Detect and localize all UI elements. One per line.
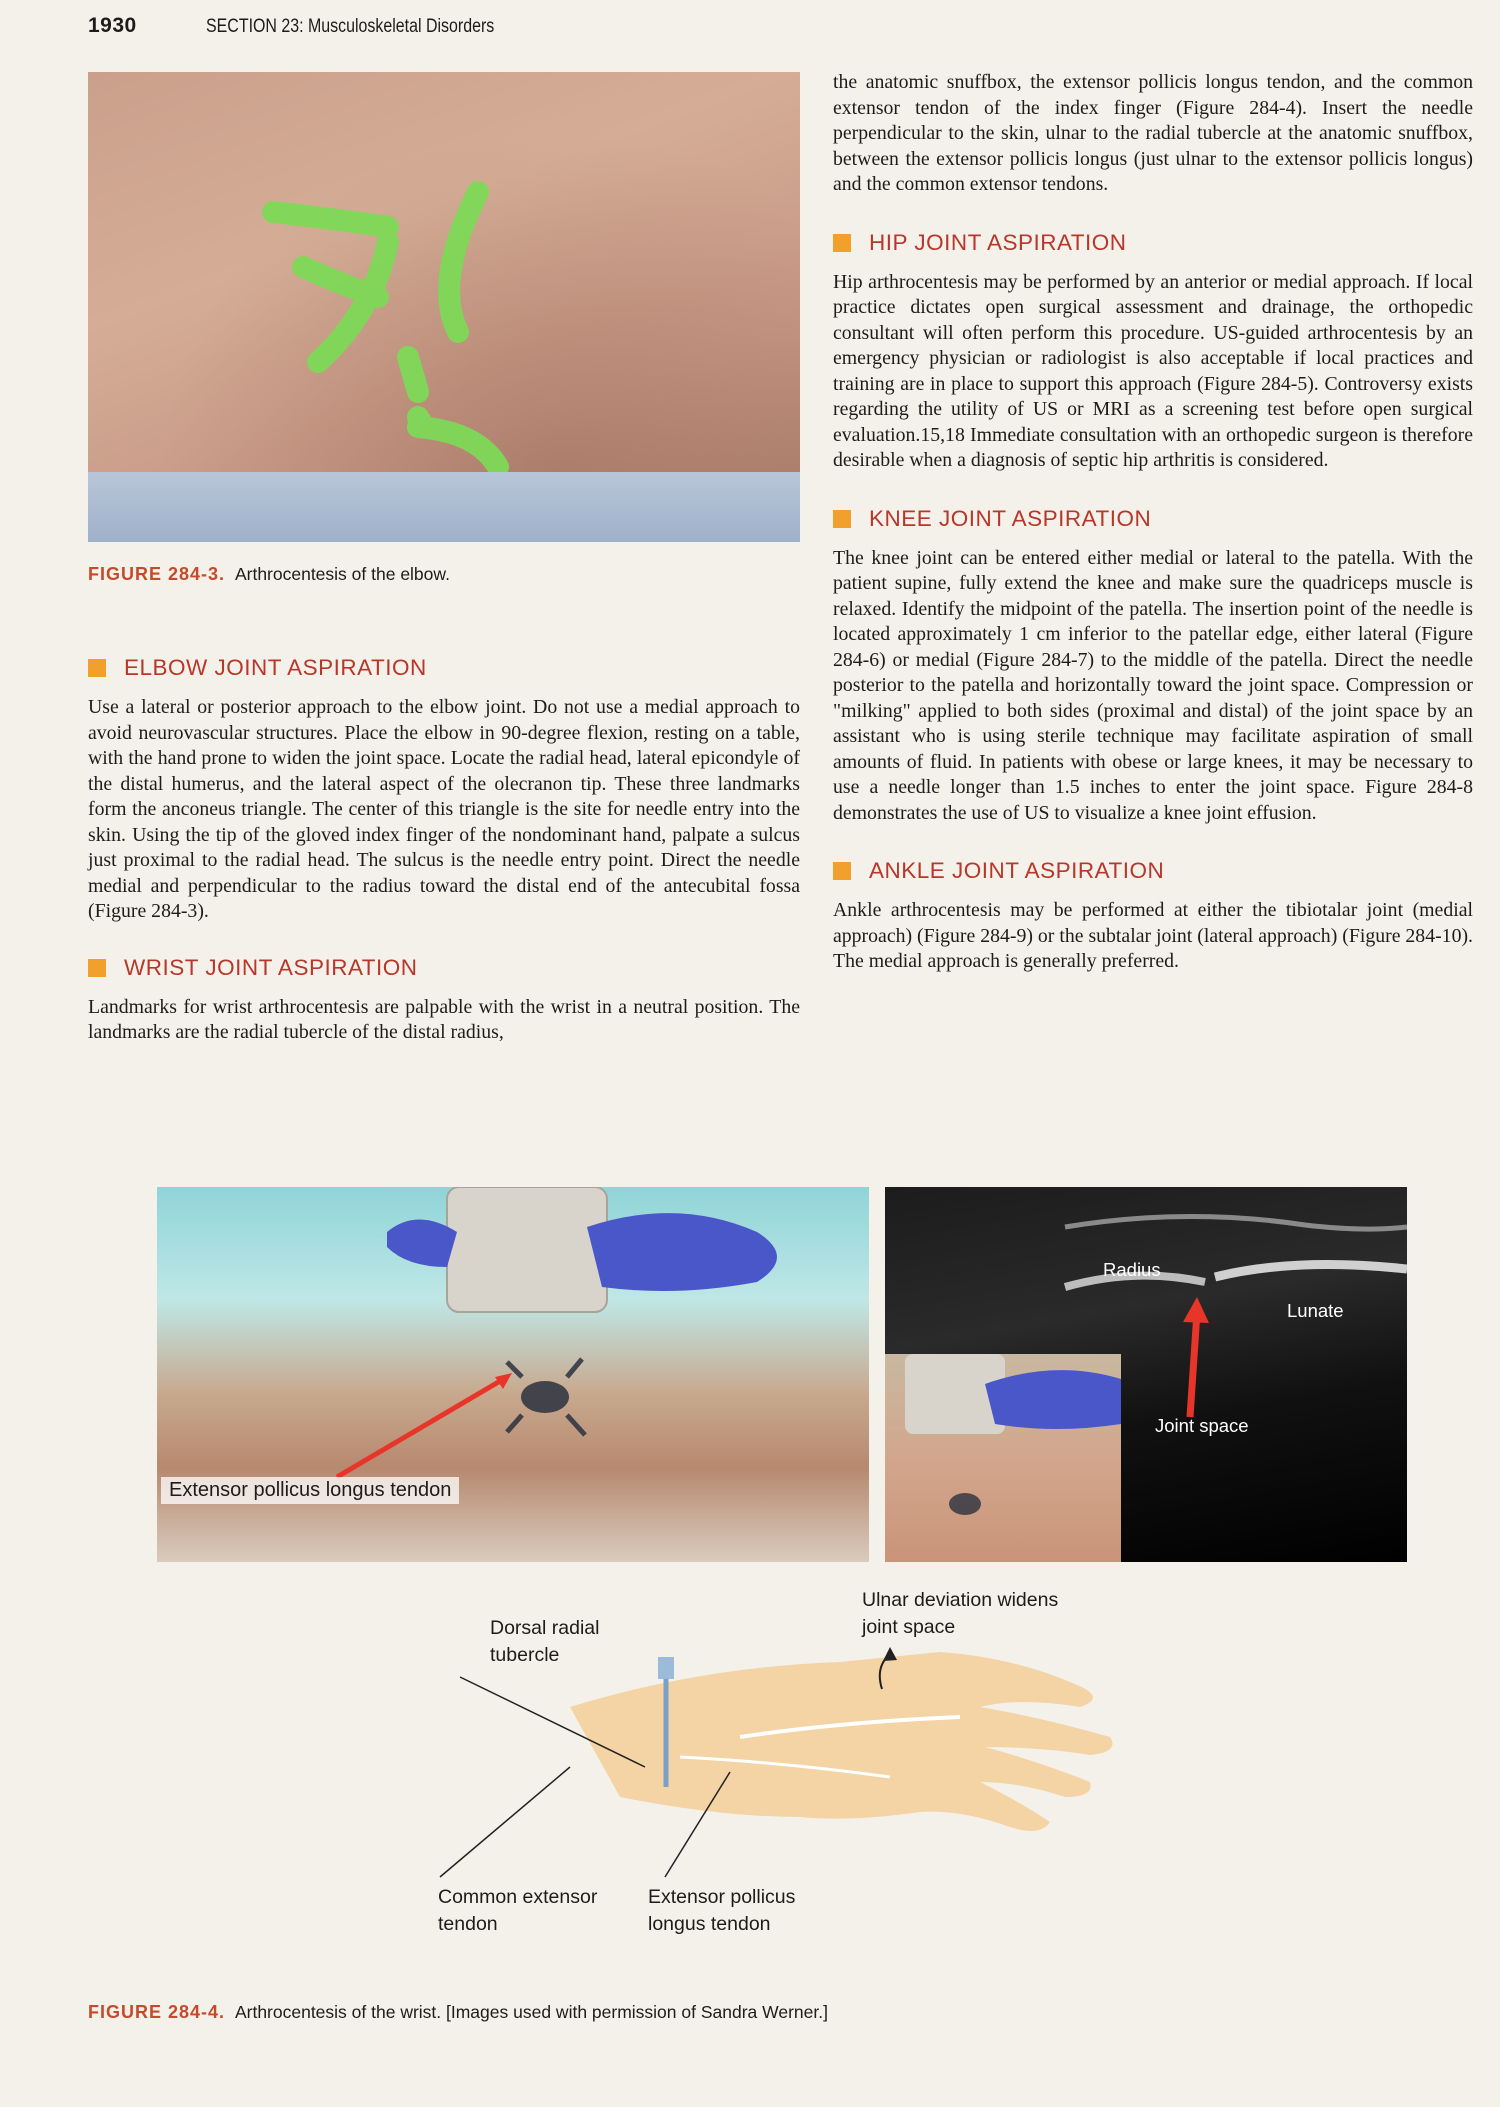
ankle-title-text: ANKLE JOINT ASPIRATION	[869, 858, 1165, 883]
wrist-title-text: WRIST JOINT ASPIRATION	[124, 954, 418, 980]
wrist-section-title	[88, 955, 800, 981]
label-dorsal-radial-tubercle: Dorsal radial tubercle	[490, 1617, 600, 1666]
ultrasound-image	[885, 1187, 1407, 1562]
ankle-body: Ankle arthrocentesis may be performed at either the tibiotalar joint (medial approach) (Figure 284-9) or the subtalar joint (lateral approach) (Figure 284-10). The medial approach is generally preferred.	[833, 899, 1473, 972]
wrist-continued-body: the anatomic snuffbox, the extensor pollicis longus tendon, and the common extensor tendon of the index finger (Figure 284-4). Insert the needle perpendicular to the skin, ulnar to the radial tubercle at the anatomic snuffbox, between the extensor pollicis longus (just ulnar to the extensor pollicis longus) and the common extensor tendons.	[833, 71, 1473, 195]
hand-shape	[570, 1652, 1113, 1831]
figure-4-caption	[88, 2002, 1088, 2023]
section-bullet-icon	[833, 234, 851, 252]
arrowhead	[1183, 1297, 1209, 1323]
elbow-photo	[88, 72, 800, 542]
page-header	[88, 12, 1448, 46]
page-number: 1930	[88, 14, 137, 37]
left-column	[88, 72, 800, 1046]
arrowhead	[883, 1647, 897, 1661]
knee-section-title	[833, 506, 1473, 532]
gloved-hand	[587, 1213, 777, 1291]
hip-body: Hip arthrocentesis may be performed by an anterior or medial approach. If local practice dictates open surgical assessment and drainage, the orthopedic consultant will often perform this procedure. US-guided arthrocentesis by an emergency physician or radiologist is also acceptable if local practices and training are in place to support this approach (Figure 284-5). Controversy exists regarding the utility of US or MRI as a screening test before open surgical evaluation.15,18 Immediate consultation with an orthopedic surgeon is therefore desirable when a diagnosis of septic hip arthritis is considered.	[833, 270, 1473, 471]
section-bullet-icon	[833, 510, 851, 528]
red-pointer-arrow	[337, 1377, 507, 1477]
wrist-anatomy-diagram	[420, 1587, 1120, 1967]
us-label-lunate: Lunate	[1287, 1300, 1344, 1321]
hip-section-title	[833, 230, 1473, 256]
section-bullet-icon	[88, 659, 106, 677]
label-extensor-pollicus: Extensor pollicus longus tendon	[648, 1886, 796, 1935]
knee-body: The knee joint can be entered either medial or lateral to the patella. With the patient supine, fully extend the knee and make sure the quadriceps muscle is relaxed. Identify the midpoint of the patella. The insertion point of the needle is located approximately 1 cm inferior to the patellar edge, either lateral (Figure 284-6) or medial (Figure 284-7) to the middle of the patella. Direct the needle posterior to the patella and horizontally toward the joint space. Compression or "milking" applied to both sides (proximal and distal) of the joint space by an assistant who is using sterile technique may facilitate aspiration of small amounts of fluid. In patients with obese or large knees, it may be necessary to use a needle longer than 1.5 inches to enter the joint space. Figure 284-8 demonstrates the use of US to visualize a knee joint effusion.	[833, 546, 1473, 824]
joint-space-arrow	[1190, 1312, 1197, 1417]
wrist-ultrasound-photo	[157, 1187, 869, 1562]
blue-drape	[88, 472, 800, 542]
label-common-extensor: Common extensor tendon	[438, 1886, 598, 1935]
ankle-section-title	[833, 858, 1473, 884]
running-head: SECTION 23: Musculoskeletal Disorders	[206, 16, 495, 37]
figure-4-caption-text: Arthrocentesis of the wrist. [Images used with permission of Sandra Werner.]	[234, 2002, 828, 2022]
wrist-photo-drawing	[157, 1187, 869, 1562]
section-bullet-icon	[88, 959, 106, 977]
tattoo	[507, 1359, 585, 1435]
figure-3-label: FIGURE 284-3.	[88, 564, 226, 584]
right-column	[833, 62, 1500, 975]
figure-4-photos	[157, 1187, 1407, 1562]
knee-title-text: KNEE JOINT ASPIRATION	[869, 505, 1152, 531]
figure-4-label: FIGURE 284-4.	[88, 2002, 226, 2022]
elbow-section-title	[88, 655, 800, 681]
leader-line	[440, 1767, 570, 1877]
ultrasound-probe	[447, 1187, 607, 1312]
elbow-title-text: ELBOW JOINT ASPIRATION	[124, 655, 427, 680]
label-ulnar-deviation: Ulnar deviation widens joint space	[862, 1589, 1059, 1638]
extensor-tendon-label: Extensor pollicus longus tendon	[161, 1477, 459, 1504]
elbow-body: Use a lateral or posterior approach to the elbow joint. Do not use a medial approach to avoid neurovascular structures. Place the elbow in 90-degree flexion, resting on a table, with the hand prone to widen the joint space. Locate the radial head, lateral epicondyle of the distal humerus, and the lateral aspect of the olecranon tip. These three landmarks form the anconeus triangle. The center of this triangle is the site for needle entry into the skin. Using the tip of the gloved index finger of the nondominant hand, palpate a sulcus just proximal to the radial head. The sulcus is the needle entry point. Direct the needle medial and perpendicular to the radius toward the distal end of the antecubital fossa (Figure 284-3).	[88, 696, 800, 922]
us-label-radius: Radius	[1103, 1259, 1161, 1280]
ultrasound-inset-photo	[885, 1354, 1121, 1562]
figure-3-caption	[88, 564, 800, 585]
us-label-joint-space: Joint space	[1155, 1415, 1249, 1436]
section-bullet-icon	[833, 862, 851, 880]
wrist-body: Landmarks for wrist arthrocentesis are palpable with the wrist in a neutral position. The landmarks are the radial tubercle of the distal radius,	[88, 995, 800, 1043]
hip-title-text: HIP JOINT ASPIRATION	[869, 229, 1127, 255]
needle-hub	[658, 1657, 674, 1679]
figure-3-caption-text: Arthrocentesis of the elbow.	[234, 564, 450, 584]
gloved-finger	[387, 1220, 457, 1268]
